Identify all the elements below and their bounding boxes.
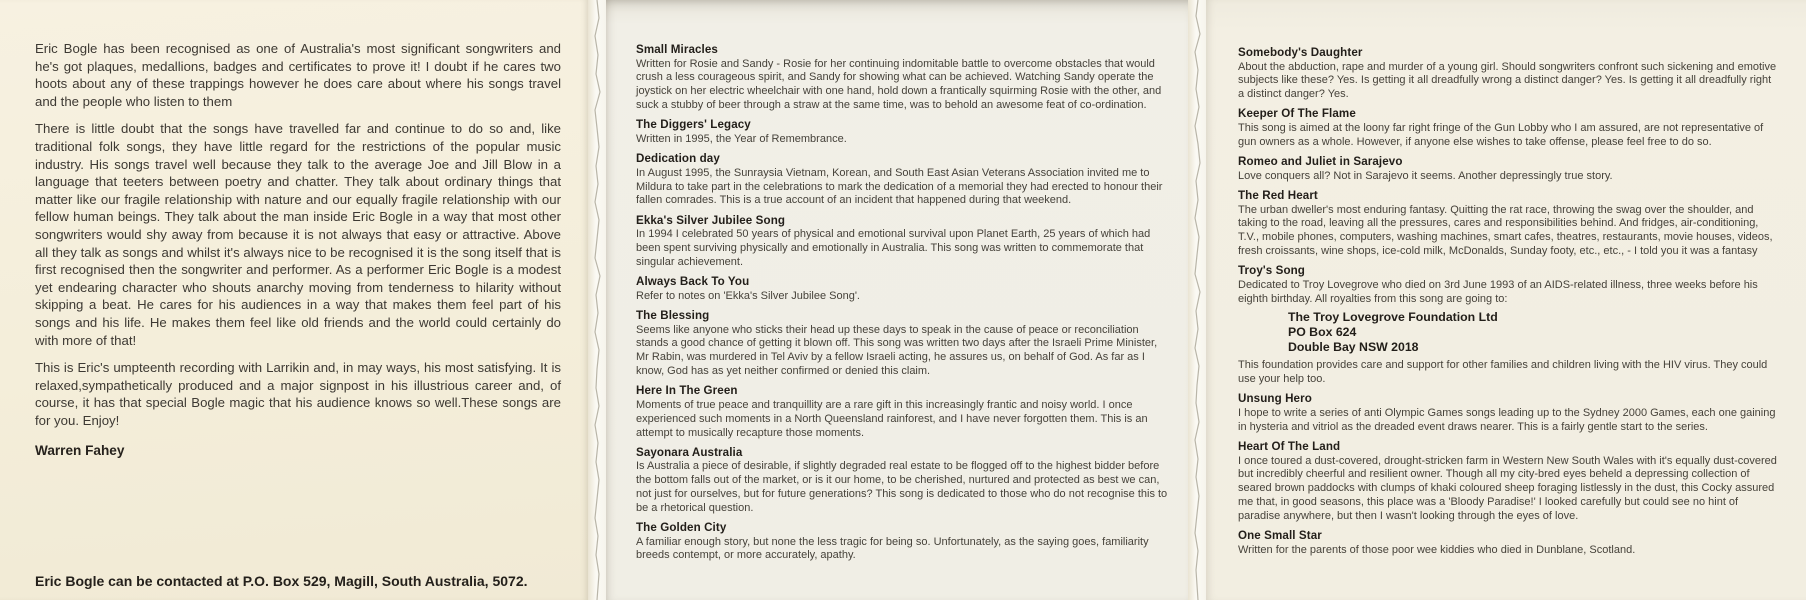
song-note-text: About the abduction, rape and murder of a young girl. Should songwriters confront such sickening and emotive subjects like these? Yes. Is getting it all dreadfully wrong a distinct danger? Yes. Is getting it all dreadfully right a distinct danger? Yes. bbox=[1238, 60, 1777, 101]
page-tear-edge bbox=[1188, 0, 1206, 600]
intro-paragraph: Eric Bogle has been recognised as one of Australia's most significant songwriters and he's got plaques, medallions, badges and certificates to prove it! I doubt if he cares two hoots about any of these trappings however he does care about where his songs travel and the people who listen to them bbox=[35, 41, 561, 109]
song-note bbox=[636, 309, 1168, 379]
intro-text-block bbox=[0, 0, 588, 460]
song-title: The Golden City bbox=[636, 521, 727, 535]
song-notes-panel-middle bbox=[606, 0, 1188, 600]
song-title: Romeo and Juliet in Sarajevo bbox=[1238, 155, 1403, 169]
song-title: Always Back To You bbox=[636, 275, 750, 289]
tear-line-graphic bbox=[1188, 0, 1206, 600]
song-note-text: Refer to notes on 'Ekka's Silver Jubilee Song'. bbox=[636, 289, 860, 302]
song-note bbox=[636, 152, 1168, 208]
song-note bbox=[1238, 46, 1778, 102]
song-title: Keeper Of The Flame bbox=[1238, 107, 1356, 121]
foundation-address bbox=[1288, 310, 1778, 356]
song-note bbox=[1238, 155, 1778, 183]
song-note bbox=[636, 521, 1168, 563]
song-title: Somebody's Daughter bbox=[1238, 46, 1363, 59]
song-title: Ekka's Silver Jubilee Song bbox=[636, 213, 786, 227]
page-tear-edge bbox=[588, 0, 606, 600]
song-title: The Red Heart bbox=[1238, 189, 1318, 203]
song-note-text: I once toured a dust-covered, drought-stricken farm in Western New South Wales with it's equally dust-covered but incredibly cheerful and resilient owner. Though all my city-bred eyes beheld a depressing collection of seared brown paddocks with clumps of khaki coloured sheep foraging listlessly in the dust, this Cocky assured me that, in good seasons, this place was a 'Bloody Paradise!' I looked carefully but could see no hint of paradise anywhere, but then I wasn't looking through the eyes of love. bbox=[1238, 454, 1777, 522]
song-title: Small Miracles bbox=[636, 43, 718, 56]
song-note-text: Love conquers all? Not in Sarajevo it seems. Another depressingly true story. bbox=[1238, 169, 1613, 182]
song-note-text: In August 1995, the Sunraysia Vietnam, Korean, and South East Asian Veterans Association invited me to Mildura to take part in the celebrations to mark the dedication of a memorial they had erected to honour their fallen comrades. This is a true account of an incident that happened during that weekend. bbox=[636, 166, 1163, 207]
song-note-troys-song bbox=[1238, 264, 1778, 386]
song-title: Unsung Hero bbox=[1238, 392, 1312, 406]
song-note bbox=[636, 275, 1168, 303]
song-note bbox=[1238, 107, 1778, 149]
song-notes-panel-right bbox=[1206, 0, 1806, 600]
song-note-text: This foundation provides care and support for other families and children living with the HIV virus. They could use your help too. bbox=[1238, 359, 1768, 385]
byline: Warren Fahey bbox=[35, 443, 125, 459]
song-note bbox=[636, 214, 1168, 270]
song-note-text: This song is aimed at the loony far right fringe of the Gun Lobby who I am assured, are not representative of gun owners as a whole. However, if anyone else wishes to take offense, please feel free to do so. bbox=[1238, 122, 1764, 148]
song-note bbox=[636, 118, 1168, 146]
address-line: Double Bay NSW 2018 bbox=[1288, 339, 1419, 354]
song-note-text: A familiar enough story, but none the less tragic for being so. Unfortunately, as the saying goes, familiarity breeds contempt, or more accurately, apathy. bbox=[636, 535, 1149, 562]
song-title: Sayonara Australia bbox=[636, 445, 743, 459]
song-title: The Diggers' Legacy bbox=[636, 118, 751, 132]
song-note-text: In 1994 I celebrated 50 years of physical and emotional survival upon Planet Earth, 25 years of which had been spent surviving physically and emotionally in Australia. This song was written to commemorate that singular achievement. bbox=[636, 228, 1151, 268]
song-title: Here In The Green bbox=[636, 384, 738, 398]
song-notes-list bbox=[1206, 0, 1806, 557]
song-note bbox=[636, 43, 1168, 113]
song-note-text: Moments of true peace and tranquillity are a rare gift in this increasingly frantic and noisy world. I once experienced such moments in a North Queensland rainforest, and I have never forgotten them. This is an attempt to musically recapture those moments. bbox=[636, 398, 1148, 439]
song-note-text: Written in 1995, the Year of Remembrance. bbox=[636, 132, 847, 145]
address-line: PO Box 624 bbox=[1288, 324, 1357, 339]
song-note bbox=[636, 384, 1168, 440]
song-note bbox=[1238, 392, 1778, 434]
song-note bbox=[636, 446, 1168, 516]
tear-line-graphic bbox=[588, 0, 606, 600]
song-note-text: Seems like anyone who sticks their head up these days to speak in the cause of peace or reconciliation stands a good chance of getting it blown off. This song was written two days after the Israeli Prime Minister, Mr Rabin, was murdered in Tel Aviv by a fellow Israeli acting, he assures us, on behalf of God. As far as I know, God has as yet neither confirmed or denied this claim. bbox=[636, 323, 1158, 378]
song-note-text: Written for the parents of those poor wee kiddies who died in Dunblane, Scotland. bbox=[1238, 543, 1636, 556]
song-note bbox=[1238, 529, 1778, 557]
song-note bbox=[1238, 440, 1778, 524]
song-title: Heart Of The Land bbox=[1238, 439, 1341, 453]
song-note-text: The urban dweller's most enduring fantasy. Quitting the rat race, throwing the swag over the shoulder, and taking to the road, leaving all the pressures, cares and responsibilities behind. And fridges, air-conditioning, T.V., mobile phones, computers, washing machines, smart cafes, theatres, restaurants, movie houses, videos, fresh croissants, wine shops, ice-cold milk, McDonalds, Sunday footy, etc., etc., - I told you it was a fantasy bbox=[1238, 203, 1773, 258]
contact-line: Eric Bogle can be contacted at P.O. Box 529, Magill, South Australia, 5072. bbox=[35, 573, 528, 589]
song-note-text: Written for Rosie and Sandy - Rosie for her continuing indomitable battle to overcome obstacles that would crush a less courageous spirit, and Sandy for showing what can be achieved. Watching Sandy operate the joystick on her electric wheelchair with one hand, hold down a frantically squirming Rosie with the other, and suck a stubby of beer through a straw at the same time, was to behold an awesome feat of co-ordination. bbox=[636, 57, 1162, 111]
song-title: Troy's Song bbox=[1238, 264, 1305, 278]
intro-paragraph: There is little doubt that the songs have travelled far and continue to do so and, like traditional folk songs, they have little regard for the restrictions of the popular music industry. His songs travel well because they talk to the average Joe and Jill Blow in a language that teeters between poetry and chatter. They talk about ordinary things that matter like our fragile relationship with nature and our equally fragile relationship with our fellow human beings. They talk about the man inside Eric Bogle in a way that most other songwriters would shy away from because it is not always that easy or attractive. Above all they talk as songs and whilst it's always nice to be recognised it is the song itself that is first recognised then the songwriter and performer. As a performer Eric Bogle is a modest yet endearing character who shouts anarchy moving from tenderness to hilarity without skipping a beat. He cares for his audiences in a way that makes them feel part of his songs and his life. He makes them feel like old friends and the world could certainly do with more of that! bbox=[35, 121, 561, 348]
song-notes-list bbox=[606, 0, 1188, 563]
song-note-text: Is Australia a piece of desirable, if slightly degraded real estate to be flogged off to the highest bidder before the bottom falls out of the market, or is it our home, to be cherished, nurtured and protected as best we can, not just for ourselves, but for future generations? This song is dedicated to those who do not recognise this to be a rhetorical question. bbox=[636, 460, 1168, 514]
song-title: Dedication day bbox=[636, 152, 720, 166]
song-note-text: I hope to write a series of anti Olympic Games songs leading up to the Sydney 2000 Games, each one gaining in hysteria and vitriol as the dreaded event draws nearer. This is a fairly gentle start to the series. bbox=[1238, 406, 1776, 433]
song-title: One Small Star bbox=[1238, 529, 1322, 542]
song-note-text: Dedicated to Troy Lovegrove who died on 3rd June 1993 of an AIDS-related illness, three weeks before his eighth birthday. All royalties from this song are going to: bbox=[1238, 278, 1758, 305]
address-line: The Troy Lovegrove Foundation Ltd bbox=[1288, 309, 1498, 324]
song-title: The Blessing bbox=[636, 309, 710, 323]
song-note bbox=[1238, 189, 1778, 259]
intro-paragraph: This is Eric's umpteenth recording with Larrikin and, in may ways, his most satisfying. It is relaxed,sympathetically produced and a major signpost in his illustrious career and, of course, it has that special Bogle magic that his audience knows so well.These songs are for you. Enjoy! bbox=[35, 360, 561, 428]
intro-panel bbox=[0, 0, 588, 600]
